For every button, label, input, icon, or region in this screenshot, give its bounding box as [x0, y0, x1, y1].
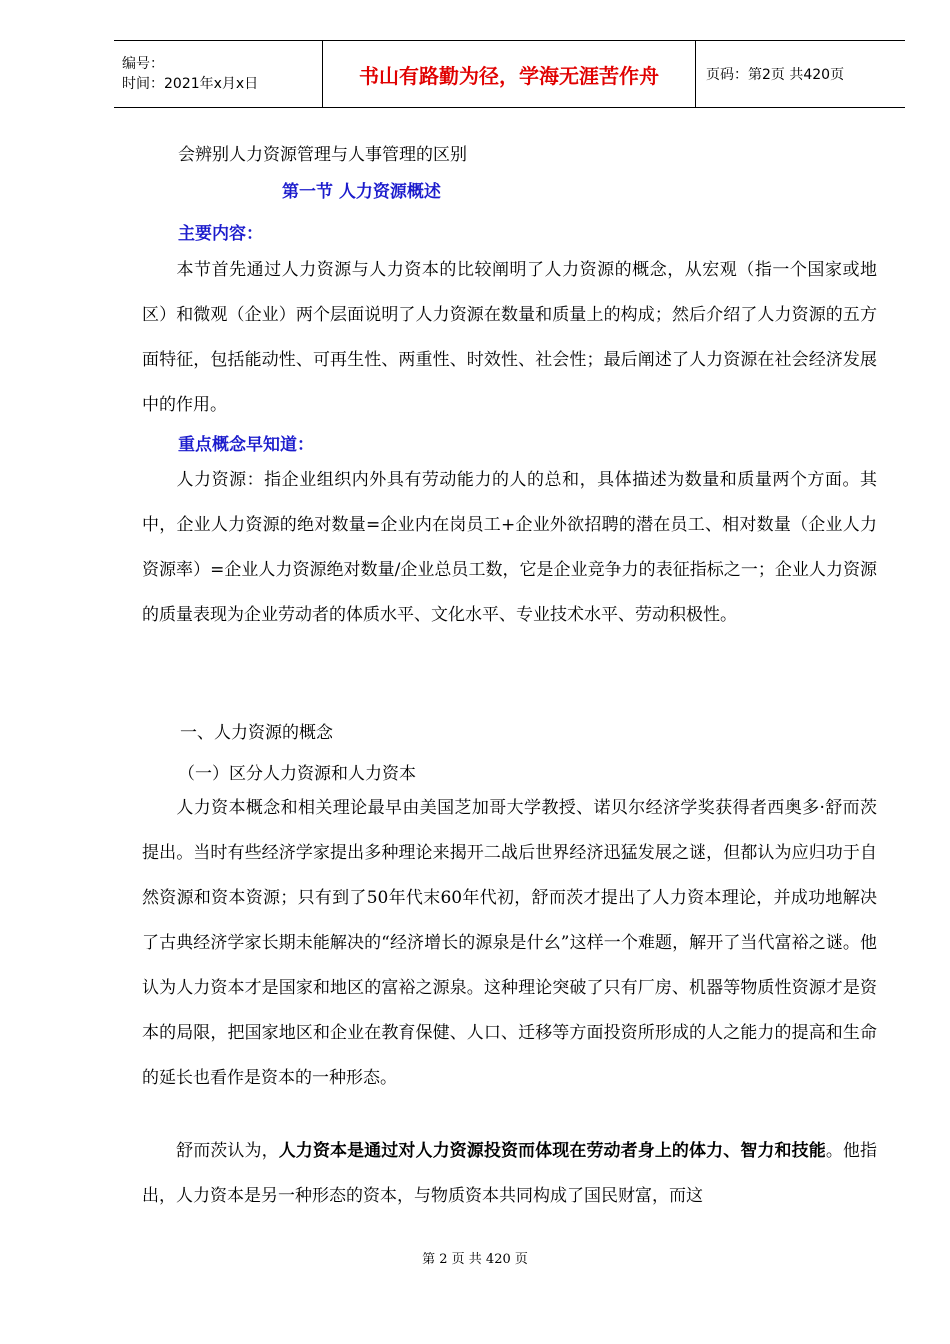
key-concepts-heading: 重点概念早知道： [178, 435, 314, 455]
page-footer: 第 2 页 共 420 页 [422, 1252, 528, 1267]
heading-level-1: 一、人力资源的概念 [180, 723, 333, 743]
main-content-heading: 主要内容： [178, 224, 263, 244]
document-time-label: 时间：2021年x月x日 [122, 76, 259, 92]
document-header [114, 40, 905, 108]
paragraph-rest-text: 。他指出，人力资本是另一种形态的资本，与物质资本共同构成了国民财富，而这 [142, 1141, 878, 1206]
paragraph-human-capital-text: 人力资本概念和相关理论最早由美国芝加哥大学教授、诺贝尔经济学奖获得者西奥多·舒而茨提出。当时有些经济学家提出多种理论来揭开二战后世界经济迅猛发展之谜，但都认为应归功于自然资源和资本资源；只有到了50年代末60年代初，舒而茨才提出了人力资本理论，并成功地解决了古典经济学家长期未能解决的“经济增长的源泉是什幺”这样一个难题，解开了当代富裕之谜。他认为人力资本才是国家和地区的富裕之源泉。这种理论突破了只有厂房、机器等物质性资源才是资本的局限，把国家地区和企业在教育保健、人口、迁移等方面投资所形成的人之能力的提高和生命的延长也看作是资本的一种形态。 [142, 798, 877, 1088]
header-meta [114, 41, 323, 108]
heading-level-2: （一）区分人力资源和人力资本 [178, 764, 416, 784]
human-capital-definition: 人力资本是通过对人力资源投资而体现在劳动者身上的体力、智力和技能 [278, 1141, 826, 1161]
main-content-text: 本节首先通过人力资源与人力资本的比较阐明了人力资源的概念，从宏观（指一个国家或地区）和微观（企业）两个层面说明了人力资源在数量和质量上的构成；然后介绍了人力资源的五方面特征，包括能动性、可再生性、两重性、时效性、社会性；最后阐述了人力资源在社会经济发展中的作用。 [142, 260, 877, 415]
section-title: 第一节 人力资源概述 [282, 182, 441, 202]
paragraph-human-capital [142, 786, 877, 1101]
document-number-label: 编号： [122, 56, 164, 72]
main-content-paragraph [142, 248, 877, 428]
header-motto-cell [323, 41, 696, 108]
paragraph-lead-text: 舒而茨认为， [176, 1141, 279, 1161]
paragraph-schultz-definition [142, 1129, 877, 1219]
key-concepts-paragraph [142, 458, 877, 638]
header-page-info: 页码：第2页 共420页 [696, 41, 906, 108]
header-motto: 书山有路勤为径，学海无涯苦作舟 [359, 63, 659, 88]
section-objective: 会辨别人力资源管理与人事管理的区别 [178, 145, 467, 165]
key-concepts-text: 人力资源：指企业组织内外具有劳动能力的人的总和，具体描述为数量和质量两个方面。其中，企业人力资源的绝对数量=企业内在岗员工+企业外欲招聘的潜在员工、相对数量（企业人力资源率）=企业人力资源绝对数量/企业总员工数，它是企业竞争力的表征指标之一；企业人力资源的质量表现为企业劳动者的体质水平、文化水平、专业技术水平、劳动积极性。 [142, 470, 877, 625]
